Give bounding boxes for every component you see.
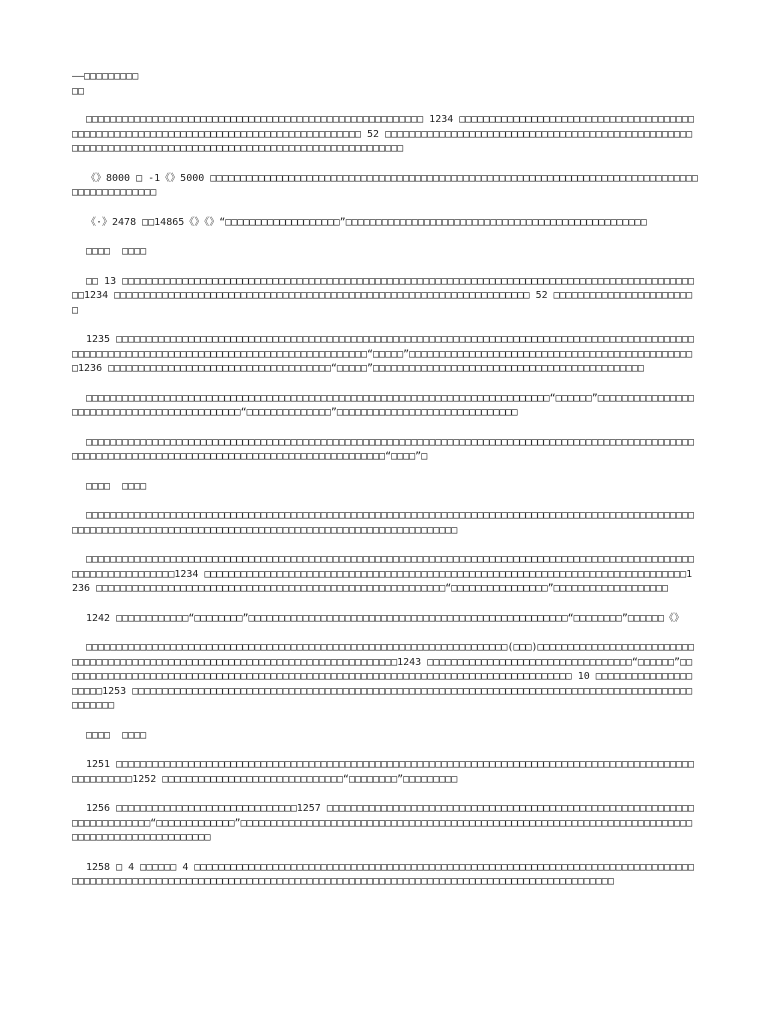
- document-page: [72, 70, 698, 890]
- body-paragraph: 1251 □□□□□□□□□□□□□□□□□□□□□□□□□□□□□□□□□□□□□□□□□□□□□□□□□□□□□□□□□□□□□□□□□□□□□□□□□□□□□□□□□□□□□□□□□□□□□□□□□□□□□□□□□□1252 □□□□□□□□□□□□□□□□□□□□□□□□□□□□□□“□□□□□□□□”□□□□□□□□□: [72, 759, 695, 785]
- body-paragraph: □□□□□□□□□□□□□□□□□□□□□□□□□□□□□□□□□□□□□□□□□□□□□□□□□□□□□□□□□□□□□□□□□□□□□□(□□□)□□□□□□□□□□□□□□□□□□□□□□□□□□□□□□□□□□□□□□□□□□□□□□□□□□□□□□□□□□□□□□□□□□□□□□□□□□□□□□□□1243 □□□□□□□□□□□□□□□□□□□□□□□□□□□□□□□□□□“□□□□□□”□□□□□□□□□□□□□□□□□□□□□□□□□□□□□□□□□□□□□□□□□□□□□□□□□□□□□□□□□□□□□□□□□□□□□□□□□□□□□□□□□□□□□ 10 □□□□□□□□□□□□□□□□□□□□□1253 □□□□□□□□□□□□□□□□□□□□□□□□□□□□□□□□□□□□□□□□□□□□□□□□□□□□□□□□□□□□□□□□□□□□□□□□□□□□□□□□□□□□□□□□□□□□□□□□□□□□: [72, 642, 695, 711]
- body-paragraph: 1242 □□□□□□□□□□□□“□□□□□□□□”□□□□□□□□□□□□□□□□□□□□□□□□□□□□□□□□□□□□□□□□□□□□□□□□□□□□□“□□□□□□□□”□□□□□□《》: [86, 612, 684, 624]
- body-paragraph: □□□□□□□□□□□□□□□□□□□□□□□□□□□□□□□□□□□□□□□□□□□□□□□□□□□□□□□□□□□□□□□□□□□□□□□□□□□□□□□□□□□□□□□□□□□□□□□□□□□□□□□□□□□□□□□□□□□□□□□□□□□□□□□□□□□□□□□□□□□□□□□□□□□□□□□□□“□□□□”□: [72, 436, 695, 462]
- body-paragraph: □□□□□□□□□□□□□□□□□□□□□□□□□□□□□□□□□□□□□□□□□□□□□□□□□□□□□□□□□□□□□□□□□□□□□□□□□□□□□□□□□□□□□□□□□□□□□□□□□□□□□□□□□□□□□□□□□□□□□□□□□□□□□□□□□□□□□□□□□□□□□□□□□□□□□□□□□□□□□□□□□□□□□: [72, 510, 695, 536]
- body-paragraph: 《·》2478 □□14865《》《》“□□□□□□□□□□□□□□□□□□□”□□□□□□□□□□□□□□□□□□□□□□□□□□□□□□□□□□□□□□□□□□□□□□□□□□: [86, 216, 647, 228]
- body-paragraph: □□ 13 □□□□□□□□□□□□□□□□□□□□□□□□□□□□□□□□□□□□□□□□□□□□□□□□□□□□□□□□□□□□□□□□□□□□□□□□□□□□□□□□□□□□□□□□□□□□□□□□□1234 □□□□□□□□□□□□□□□□□□□□□□□□□□□□□□□□□□□□□□□□□□□□□□□□□□□□□□□□□□□□□□□□□□□□□ 52 □□□□□□□□□□□□□□□□□□□□□□□□: [72, 275, 695, 316]
- document-title: ——□□□□□□□□□: [72, 71, 139, 82]
- document-subtitle: □□: [72, 85, 85, 97]
- body-paragraph: 《》8000 □ -1《》5000 □□□□□□□□□□□□□□□□□□□□□□□□□□□□□□□□□□□□□□□□□□□□□□□□□□□□□□□□□□□□□□□□□□□□□□□□□□□□□□□□□□□□□□□□□□□□□□□: [72, 172, 698, 198]
- section-heading: □□□□ □□□□: [86, 729, 147, 741]
- section-heading: □□□□ □□□□: [86, 480, 147, 492]
- body-paragraph: 1258 □ 4 □□□□□□ 4 □□□□□□□□□□□□□□□□□□□□□□□□□□□□□□□□□□□□□□□□□□□□□□□□□□□□□□□□□□□□□□□□□□□□□□□□□□□□□□□□□□□□□□□□□□□□□□□□□□□□□□□□□□□□□□□□□□□□□□□□□□□□□□□□□□□□□□□□□□□□□□□□□□□□□□□□□□□□□□□□□□□□□□□□□□□□□: [72, 861, 695, 887]
- body-paragraph: □□□□□□□□□□□□□□□□□□□□□□□□□□□□□□□□□□□□□□□□□□□□□□□□□□□□□□□□ 1234 □□□□□□□□□□□□□□□□□□□□□□□□□□□□□□□□□□□□□□□□□□□□□□□□□□□□□□□□□□□□□□□□□□□□□□□□□□□□□□□□□□□□□□□ 52 □□□□□□□□□□□□□□□□□□□□□□□□□□□□□□□□□□□□□□□□□□□□□□□□□□□□□□□□□□□□□□□□□□□□□□□□□□□□□□□□□□□□□□□□□□□□□□□□□□□□□□□□□□: [72, 114, 695, 154]
- body-paragraph: □□□□□□□□□□□□□□□□□□□□□□□□□□□□□□□□□□□□□□□□□□□□□□□□□□□□□□□□□□□□□□□□□□□□□□□□□□□□□“□□□□□□”□□□□□□□□□□□□□□□□□□□□□□□□□□□□□□□□□□□□□□□□□□□□“□□□□□□□□□□□□□□”□□□□□□□□□□□□□□□□□□□□□□□□□□□□□□: [72, 392, 695, 418]
- section-heading: □□□□ □□□□: [86, 246, 147, 257]
- body-paragraph: 1235 □□□□□□□□□□□□□□□□□□□□□□□□□□□□□□□□□□□□□□□□□□□□□□□□□□□□□□□□□□□□□□□□□□□□□□□□□□□□□□□□□□□□□□□□□□□□□□□□□□□□□□□□□□□□□□□□□□□□□□□□□□□□□□□□□□□□□□□□□□□□□□□□□“□□□□□”□□□□□□□□□□□□□□□□□□□□□□□□□□□□□□□□□□□□□□□□□□□□□□□□1236 □□□□□□□□□□□□□□□□□□□□□□□□□□□□□□□□□□□□□“□□□□□”□□□□□□□□□□□□□□□□□□□□□□□□□□□□□□□□□□□□□□□□□□□□□: [72, 334, 695, 374]
- body-paragraph: □□□□□□□□□□□□□□□□□□□□□□□□□□□□□□□□□□□□□□□□□□□□□□□□□□□□□□□□□□□□□□□□□□□□□□□□□□□□□□□□□□□□□□□□□□□□□□□□□□□□□□□□□□□□□□□□□□□□□□1234 □□□□□□□□□□□□□□□□□□□□□□□□□□□□□□□□□□□□□□□□□□□□□□□□□□□□□□□□□□□□□□□□□□□□□□□□□□□□□□□□1236 □□□□□□□□□□□□□□□□□□□□□□□□□□□□□□□□□□□□□□□□□□□□□□□□□□□□□□□□□□“□□□□□□□□□□□□□□□□”□□□□□□□□□□□□□□□□□□□: [72, 554, 695, 594]
- body-paragraph: 1256 □□□□□□□□□□□□□□□□□□□□□□□□□□□□□□1257 □□□□□□□□□□□□□□□□□□□□□□□□□□□□□□□□□□□□□□□□□□□□□□□□□□□□□□□□□□□□□□□□□□□□□□□□□□“□□□□□□□□□□□□□”□□□□□□□□□□□□□□□□□□□□□□□□□□□□□□□□□□□□□□□□□□□□□□□□□□□□□□□□□□□□□□□□□□□□□□□□□□□□□□□□□□□□□□□□□□□□□□□□□□: [72, 803, 695, 843]
